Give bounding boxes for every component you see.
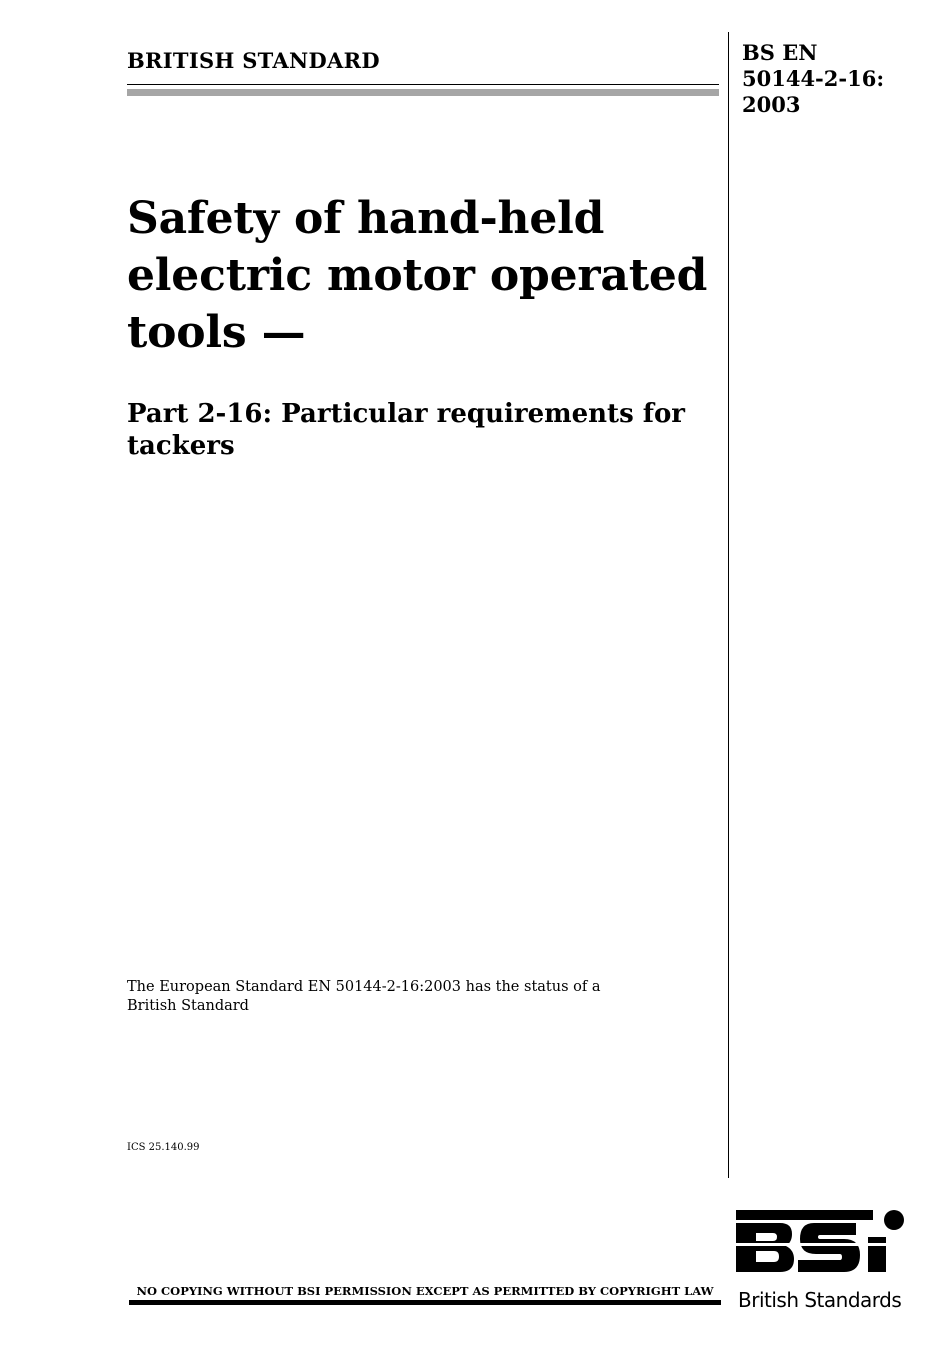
- title-line: tools —: [127, 307, 306, 358]
- standard-number: [742, 40, 942, 118]
- header-label: BRITISH STANDARD: [127, 48, 380, 73]
- status-line: British Standard: [127, 998, 249, 1014]
- title-line: Safety of hand-held: [127, 193, 605, 244]
- status-line: The European Standard EN 50144-2-16:2003 has the status of a: [127, 979, 601, 995]
- ics-code: ICS 25.140.99: [127, 1142, 200, 1153]
- document-title: [127, 190, 727, 361]
- subtitle-line: tackers: [127, 431, 235, 461]
- title-line: electric motor operated: [127, 250, 708, 301]
- standard-number-line: 50144-2-16:: [742, 66, 885, 91]
- header-rule-thin: [127, 84, 719, 85]
- header-rule-thick: [127, 89, 719, 96]
- vertical-divider: [728, 32, 729, 1178]
- footer-rule: [129, 1300, 721, 1305]
- status-statement: [127, 978, 647, 1016]
- organisation-name: British Standards: [738, 1288, 902, 1312]
- document-subtitle: [127, 398, 727, 462]
- bsi-logo-icon: [736, 1210, 906, 1274]
- standard-number-line: 2003: [742, 92, 801, 117]
- subtitle-line: Part 2-16: Particular requirements for: [127, 399, 685, 429]
- standard-number-line: BS EN: [742, 40, 818, 65]
- copyright-notice: NO COPYING WITHOUT BSI PERMISSION EXCEPT AS PERMITTED BY COPYRIGHT LAW: [136, 1284, 714, 1298]
